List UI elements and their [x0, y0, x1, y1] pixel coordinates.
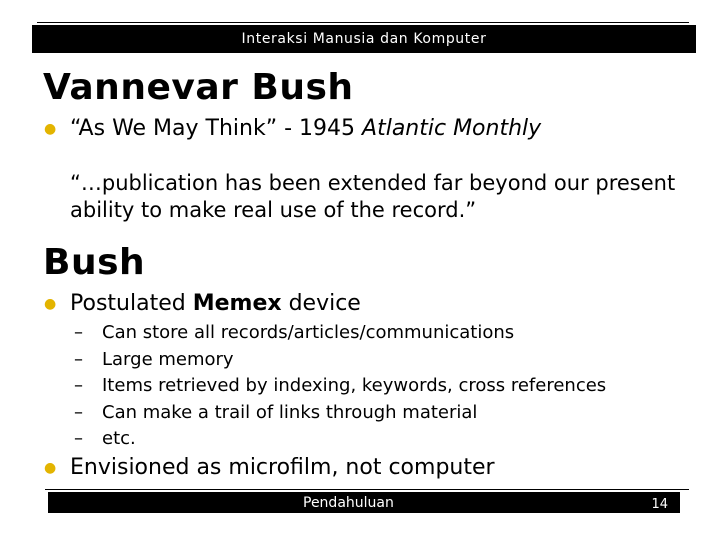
list-item: [74, 320, 606, 347]
footer-label: Pendahuluan: [303, 495, 394, 511]
list-item-text: Large memory: [102, 348, 234, 370]
header-bar: [32, 25, 696, 53]
bush-quote: [70, 170, 675, 224]
section-title-bush: Bush: [43, 242, 146, 283]
bullet-publication: Atlantic Monthly: [362, 116, 542, 141]
quote-line: “…publication has been extended far beyond our present: [70, 171, 676, 195]
list-item-text: Can make a trail of links through material: [102, 401, 478, 423]
section-title-vannevar-bush: Vannevar Bush: [43, 67, 354, 108]
list-item: [74, 373, 606, 400]
bullet-dot-icon: ●: [44, 121, 57, 137]
bullet-microfilm-text: Envisioned as microfilm, not computer: [70, 455, 495, 480]
quote-line: ability to make real use of the record.”: [70, 198, 477, 222]
course-title: Interaksi Manusia dan Komputer: [241, 31, 487, 47]
list-item: [74, 400, 606, 427]
header-rule: [37, 22, 689, 23]
dash-icon: –: [74, 348, 83, 370]
list-item-text: etc.: [102, 428, 136, 449]
bullet-dot-icon: ●: [44, 460, 57, 476]
bullet-microfilm: [44, 457, 495, 479]
dash-icon: –: [74, 428, 83, 449]
page-number: 14: [651, 497, 668, 512]
memex-feature-list: [74, 320, 606, 453]
bullet-dot-icon: ●: [44, 296, 57, 312]
dash-icon: –: [74, 375, 83, 396]
list-item: [74, 347, 606, 374]
footer-bar: [48, 492, 680, 513]
bullet-memex-suffix: device: [288, 291, 361, 316]
bullet-memex-bold: Memex: [192, 291, 282, 316]
footer-rule: [45, 489, 689, 490]
bullet-memex-prefix: Postulated: [70, 291, 186, 316]
dash-icon: –: [74, 401, 83, 423]
bullet-as-we-may-think: [44, 118, 541, 140]
bullet-quoted-title: “As We May Think” - 1945: [70, 116, 356, 141]
list-item-text: Items retrieved by indexing, keywords, cross references: [102, 375, 607, 396]
list-item: [74, 426, 606, 453]
list-item-text: Can store all records/articles/communications: [102, 322, 515, 343]
bullet-memex: [44, 293, 361, 315]
dash-icon: –: [74, 322, 83, 343]
